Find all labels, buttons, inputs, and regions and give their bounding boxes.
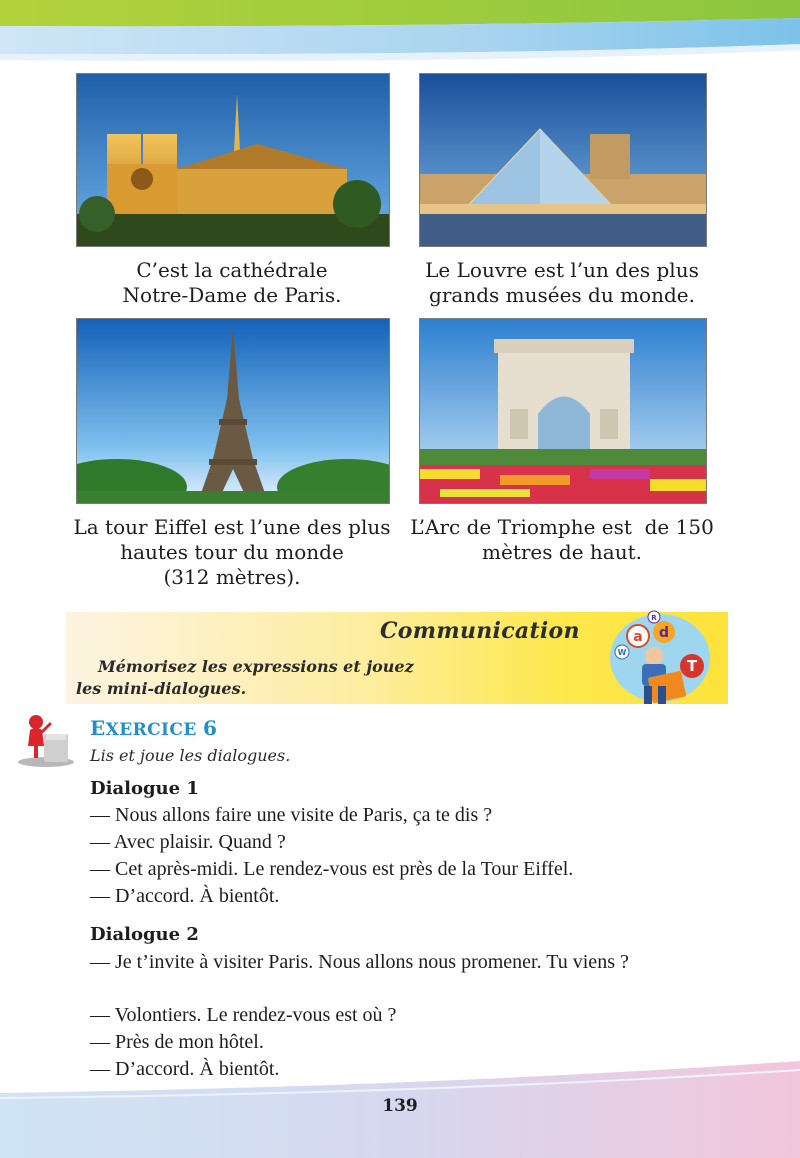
dialogue-line: — Volontiers. Le rendez-vous est où ?: [90, 1004, 397, 1026]
notre-dame-photo: [76, 73, 390, 247]
eiffel-caption: [66, 515, 398, 590]
caption-line: hautes tour du monde: [120, 540, 344, 564]
dialogue-1-heading: Dialogue 1: [90, 778, 199, 799]
caption-line: L’Arc de Triomphe est de 150: [410, 515, 714, 539]
dialogue-line: — D’accord. À bientôt.: [90, 1058, 280, 1080]
louvre-caption: [410, 258, 714, 308]
caption-line: grands musées du monde.: [429, 283, 695, 307]
notre-dame-caption: [76, 258, 388, 308]
arc-caption: [410, 515, 714, 565]
page-number: 139: [382, 1096, 418, 1116]
letter-d: d: [658, 625, 670, 641]
letters-illustration-icon: [604, 608, 716, 712]
louvre-photo: [419, 73, 707, 247]
dialogue-line: — Près de mon hôtel.: [90, 1031, 264, 1053]
eiffel-tower-photo: [76, 318, 390, 504]
speaker-figure-icon: [16, 712, 82, 770]
instruction-line: Mémorisez les expressions et jouez: [98, 657, 414, 676]
caption-line: Le Louvre est l’un des plus: [425, 258, 699, 282]
caption-line: C’est la cathédrale: [136, 258, 328, 282]
dialogue-line: — D’accord. À bientôt.: [90, 885, 280, 907]
instruction-line: les mini-dialogues.: [76, 679, 247, 698]
exercise-title-rest: XERCICE: [105, 720, 197, 740]
dialogue-2-heading: Dialogue 2: [90, 924, 199, 945]
dialogue-line: — Cet après-midi. Le rendez-vous est près de la Tour Eiffel.: [90, 858, 574, 880]
exercise-number: 6: [203, 716, 218, 740]
letter-t: T: [686, 657, 698, 675]
letter-r: R: [651, 614, 657, 622]
dialogue-line: — Avec plaisir. Quand ?: [90, 831, 286, 853]
letter-a: a: [633, 629, 643, 645]
exercise-subtitle: Lis et joue les dialogues.: [90, 746, 291, 765]
caption-line: mètres de haut.: [482, 540, 642, 564]
caption-line: (312 mètres).: [163, 565, 301, 589]
arc-de-triomphe-photo: [419, 318, 707, 504]
dialogue-line: — Nous allons faire une visite de Paris, ça te dis ?: [90, 804, 493, 826]
dialogue-line: — Je t’invite à visiter Paris. Nous allons nous promener. Tu viens ?: [90, 951, 629, 973]
exercise-title-initial: E: [90, 716, 106, 740]
top-decorative-band: [0, 0, 800, 70]
letter-w: W: [617, 648, 627, 657]
caption-line: Notre-Dame de Paris.: [122, 283, 342, 307]
communication-instruction: [76, 656, 496, 700]
caption-line: La tour Eiffel est l’une des plus: [73, 515, 391, 539]
exercise-title: [90, 716, 217, 740]
communication-title: Communication: [380, 618, 580, 644]
